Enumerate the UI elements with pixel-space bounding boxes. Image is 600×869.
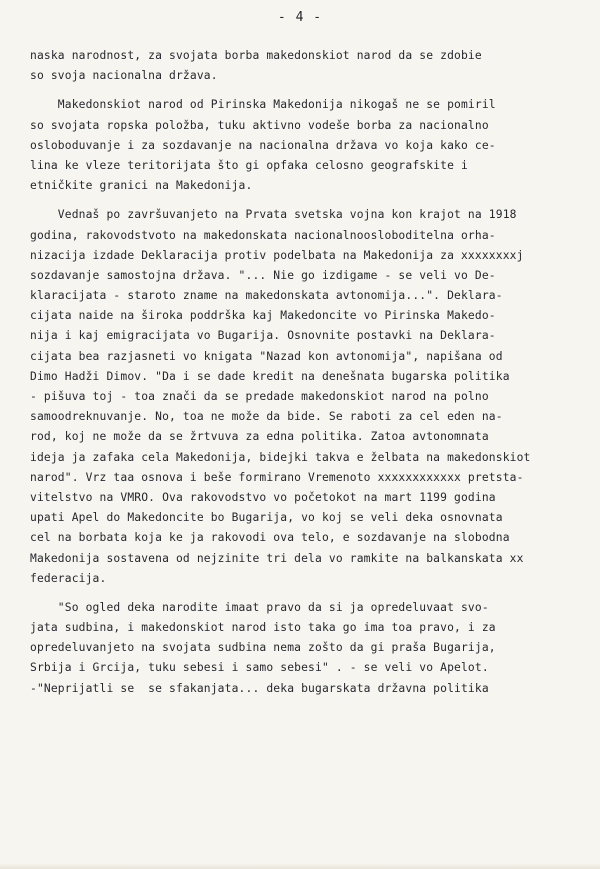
- paragraph: [30, 46, 570, 86]
- text-line: osloboduvanje i za sozdavanje na nacionalna država vo koja kako ce-: [30, 138, 496, 152]
- text-line: godina, rakovodstvoto na makedonskata nacionalnoosloboditelna orha-: [30, 228, 496, 242]
- text-line: Makedonija sostavena od nejzinite tri dela vo ramkite na balkanskata xx: [30, 551, 524, 565]
- text-line: rod, koj ne može da se žrtvuva za edna politika. Zatoa avtonomnata: [30, 430, 489, 444]
- text-line: nija i kaj emigracijata vo Bugarija. Osnovnite postavki na Deklara-: [30, 329, 496, 343]
- paper-edge: [0, 863, 600, 869]
- text-line: nizacija izdade Deklaracija protiv podelbata na Makedonija za xxxxxxxxj: [30, 248, 524, 262]
- text-line: jata sudbina, i makedonskiot narod isto taka go ima toa pravo, i za: [30, 621, 496, 635]
- text-line: etničkite granici na Makedonija.: [30, 179, 253, 193]
- text-line: -"Neprijatli se se sfakanjata... deka bugarskata državna politika: [30, 681, 489, 695]
- paragraph: [30, 95, 570, 196]
- text-line: vitelstvo na VMRO. Ova rakovodstvo vo početokot na mart 1199 godina: [30, 490, 496, 504]
- text-line: naska narodnost, za svojata borba makedonskiot narod da se zdobie: [30, 49, 482, 62]
- text-line: so svoja nacionalna država.: [30, 69, 218, 83]
- paragraph: [30, 205, 570, 589]
- text-line: opredeluvanjeto na svojata sudbina nema zošto da gi praša Bugarija,: [30, 641, 496, 655]
- text-line: "So ogled deka narodite imaat pravo da si ja opredeluvaat svo-: [30, 600, 489, 614]
- text-line: Makedonskiot narod od Pirinska Makedonija nikogaš ne se pomiril: [30, 98, 496, 112]
- text-line: samoodreknuvanje. No, toa ne može da bide. Se raboti za cel eden na-: [30, 410, 503, 424]
- page-number: - 4 -: [277, 10, 323, 25]
- text-line: so svojata ropska položba, tuku aktivno vodeše borba za nacionalno: [30, 118, 489, 132]
- paragraph: [30, 598, 570, 699]
- text-line: Srbija i Grcija, tuku sebesi i samo sebesi" . - se veli vo Apelot.: [30, 661, 489, 675]
- text-line: Vednaš po završuvanjeto na Prvata svetska vojna kon krajot na 1918: [30, 208, 517, 222]
- text-line: klaracijata - staroto zname na makedonskata avtonomija...". Deklara-: [30, 289, 503, 303]
- text-line: sozdavanje samostojna država. "... Nie go izdigame - se veli vo De-: [30, 268, 496, 282]
- text-line: ideja ja zafaka cela Makedonija, bidejki takva e želbata na makedonskiot: [30, 450, 531, 464]
- text-line: - pišuva toj - toa znači da se predade makedonskiot narod na polno: [30, 390, 489, 403]
- text-line: cijata naide na široka poddrška kaj Makedoncite vo Pirinska Makedo-: [30, 309, 496, 323]
- text-line: cel na borbata koja ke ja rakovodi ova telo, e sozdavanje na slobodna: [30, 531, 510, 545]
- document-body: [30, 46, 570, 699]
- text-line: cijata bea razjasneti vo knigata "Nazad kon avtonomija", napišana od: [30, 349, 503, 363]
- text-line: upati Apel do Makedoncite bo Bugarija, vo koj se veli deka osnovnata: [30, 511, 503, 525]
- text-line: Dimo Hadži Dimov. "Da i se dade kredit na denešnata bugarska politika: [30, 369, 510, 383]
- text-line: narod". Vrz taa osnova i beše formirano Vremenoto xxxxxxxxxxxx pretsta-: [30, 470, 524, 484]
- text-line: federacija.: [30, 571, 107, 585]
- text-line: lina ke vleze teritorijata što gi opfaka celosno geografskite i: [30, 158, 468, 172]
